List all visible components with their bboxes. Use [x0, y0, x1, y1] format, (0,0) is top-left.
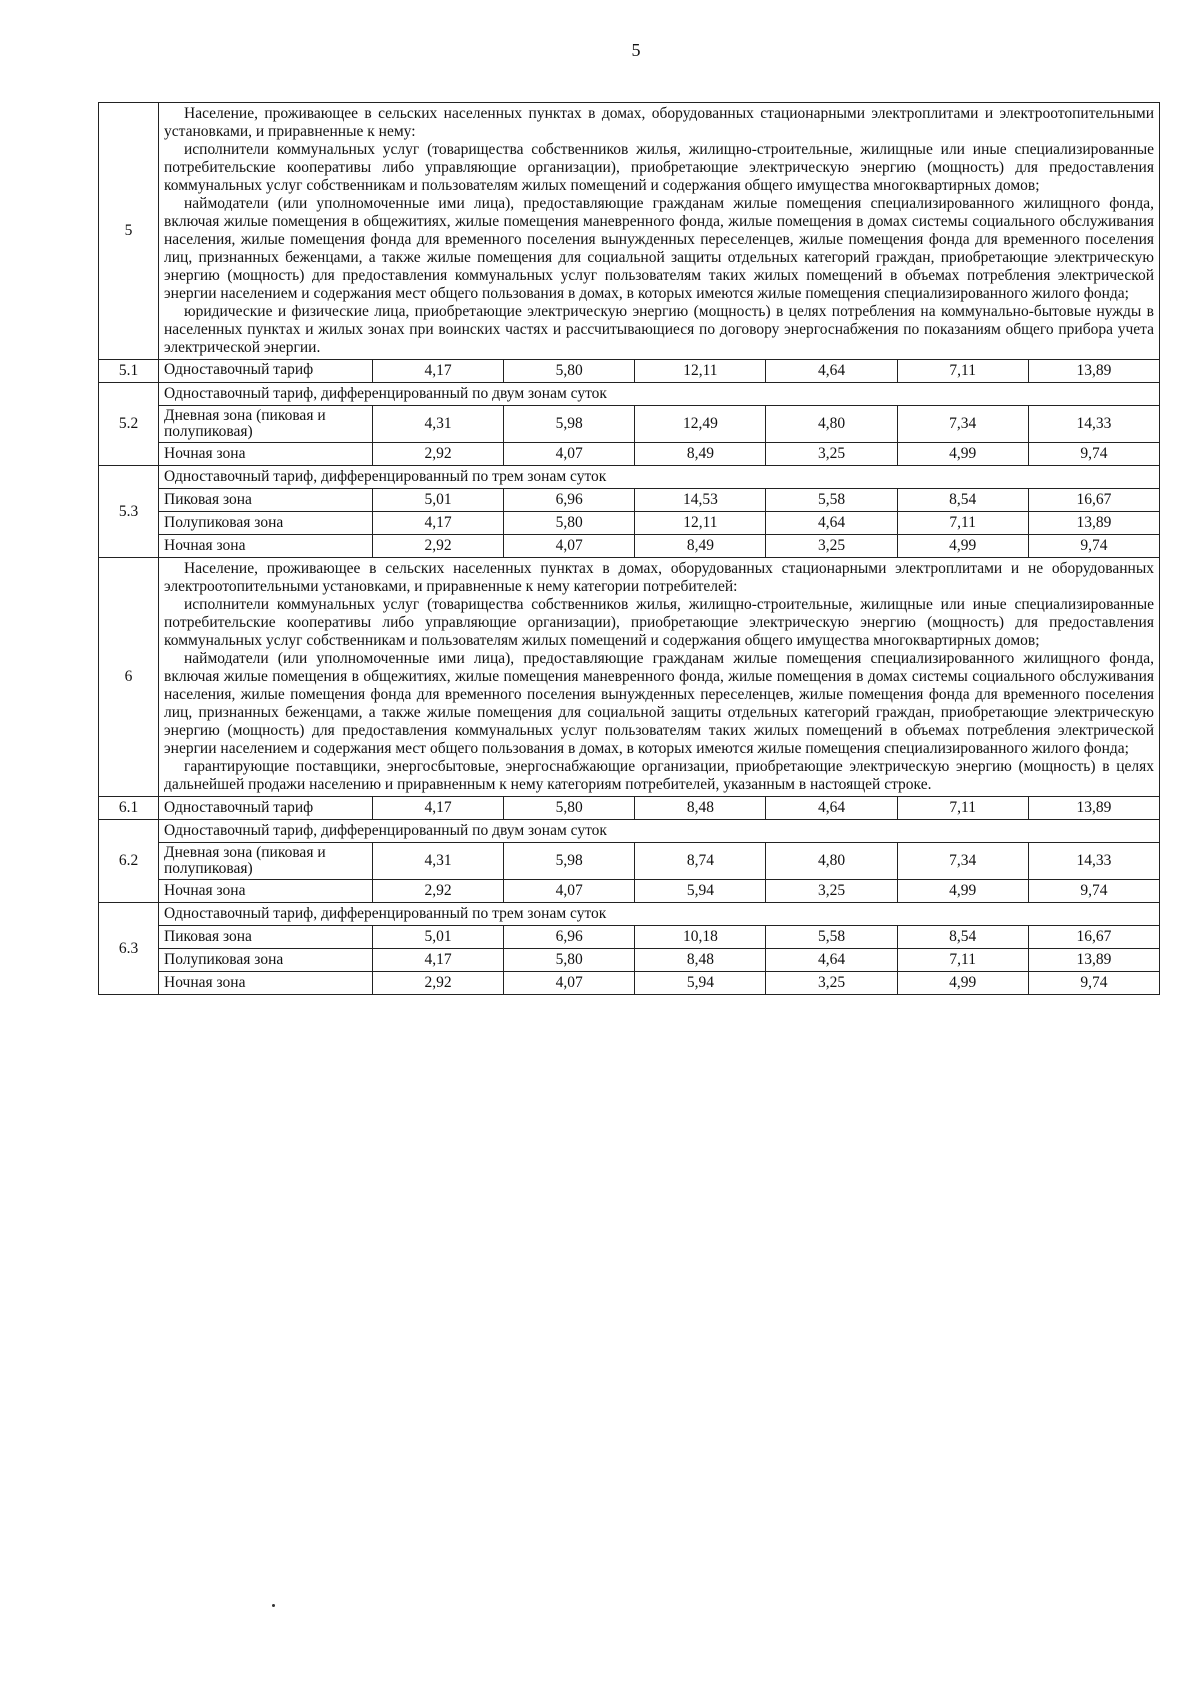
zone-heading: Одноставочный тариф, дифференцированный по двум зонам суток: [159, 382, 1160, 405]
tariff-value: 4,64: [766, 359, 897, 382]
tariff-value: 8,48: [635, 796, 766, 819]
zone-label: Дневная зона (пиковая и полупиковая): [159, 405, 373, 443]
zone-value: 5,98: [504, 405, 635, 443]
row-number: 5.1: [99, 359, 159, 382]
section-number: 6: [99, 558, 159, 797]
zone-value: 5,98: [504, 842, 635, 880]
description-paragraph: исполнители коммунальных услуг (товарищества собственников жилья, жилищно-строительные, жилищные или иные специализированные потребительские кооперативы либо управляющие организации), приобретающие электрическую энергию (мощность) для предоставления коммунальных услуг собственникам и пользователям жилых помещений и содержания общего имущества многоквартирных домов;: [164, 596, 1154, 649]
zone-value: 9,74: [1028, 972, 1159, 995]
description-paragraph: Население, проживающее в сельских населенных пунктах в домах, оборудованных стационарными электроплитами и не оборудованных электроотопительными установками, и приравненные к нему категории потребителей:: [164, 560, 1154, 596]
zone-label: Полупиковая зона: [159, 949, 373, 972]
zone-value: 4,99: [897, 443, 1028, 466]
zone-value: 5,58: [766, 926, 897, 949]
zone-value: 5,94: [635, 880, 766, 903]
zone-label: Ночная зона: [159, 443, 373, 466]
page-number: 5: [631, 40, 641, 60]
zone-value: 12,49: [635, 405, 766, 443]
zone-value: 2,92: [373, 972, 504, 995]
section-description-row: [99, 103, 1160, 360]
zone-value: 8,49: [635, 443, 766, 466]
zone-value: 3,25: [766, 880, 897, 903]
description-paragraph: Население, проживающее в сельских населенных пунктах в домах, оборудованных стационарными электроплитами и электроотопительными установками, и приравненные к нему:: [164, 105, 1154, 140]
zone-value: 4,64: [766, 949, 897, 972]
zone-value: 4,07: [504, 972, 635, 995]
zone-row: [99, 972, 1160, 995]
row-number: 6.1: [99, 796, 159, 819]
description-paragraph: исполнители коммунальных услуг (товарищества собственников жилья, жилищно-строительные, жилищные или иные специализированные потребительские кооперативы либо управляющие организации), приобретающие электрическую энергию (мощность) для предоставления коммунальных услуг собственникам и пользователям жилых помещений и содержания общего имущества многоквартирных домов;: [164, 140, 1154, 194]
zone-value: 8,74: [635, 842, 766, 880]
row-number: 6.3: [99, 903, 159, 995]
tariff-value: 4,17: [373, 796, 504, 819]
scan-speck: [272, 1604, 275, 1607]
zone-value: 10,18: [635, 926, 766, 949]
zone-value: 7,34: [897, 405, 1028, 443]
zone-value: 12,11: [635, 512, 766, 535]
tariff-value: 7,11: [897, 359, 1028, 382]
zone-value: 13,89: [1028, 512, 1159, 535]
zone-label: Ночная зона: [159, 880, 373, 903]
zone-value: 9,74: [1028, 535, 1159, 558]
three-zone-heading-row: [99, 903, 1160, 926]
tariff-value: 7,11: [897, 796, 1028, 819]
zone-value: 5,01: [373, 926, 504, 949]
zone-label: Полупиковая зона: [159, 512, 373, 535]
zone-value: 14,33: [1028, 842, 1159, 880]
two-zone-heading-row: [99, 819, 1160, 842]
zone-label: Пиковая зона: [159, 489, 373, 512]
zone-value: 5,94: [635, 972, 766, 995]
zone-value: 8,48: [635, 949, 766, 972]
zone-value: 3,25: [766, 535, 897, 558]
zone-value: 4,07: [504, 880, 635, 903]
zone-value: 4,07: [504, 535, 635, 558]
zone-row: [99, 535, 1160, 558]
zone-label: Ночная зона: [159, 972, 373, 995]
zone-value: 14,53: [635, 489, 766, 512]
zone-row: [99, 489, 1160, 512]
zone-value: 8,49: [635, 535, 766, 558]
zone-value: 6,96: [504, 926, 635, 949]
zone-heading: Одноставочный тариф, дифференцированный по трем зонам суток: [159, 466, 1160, 489]
zone-value: 5,80: [504, 512, 635, 535]
section-description: [159, 103, 1160, 360]
zone-value: 4,17: [373, 512, 504, 535]
zone-value: 16,67: [1028, 489, 1159, 512]
zone-value: 4,31: [373, 842, 504, 880]
row-number: 5.3: [99, 466, 159, 558]
zone-value: 4,31: [373, 405, 504, 443]
zone-value: 6,96: [504, 489, 635, 512]
zone-value: 4,64: [766, 512, 897, 535]
tariff-value: 5,80: [504, 359, 635, 382]
single-rate-row: [99, 359, 1160, 382]
tariff-value: 13,89: [1028, 796, 1159, 819]
single-rate-row: [99, 796, 1160, 819]
tariff-label: Одноставочный тариф: [159, 796, 373, 819]
zone-value: 14,33: [1028, 405, 1159, 443]
row-number: 5.2: [99, 382, 159, 466]
zone-row: [99, 405, 1160, 443]
zone-heading: Одноставочный тариф, дифференцированный по трем зонам суток: [159, 903, 1160, 926]
zone-label: Дневная зона (пиковая и полупиковая): [159, 842, 373, 880]
two-zone-heading-row: [99, 382, 1160, 405]
zone-value: 4,99: [897, 972, 1028, 995]
zone-value: 4,07: [504, 443, 635, 466]
zone-label: Пиковая зона: [159, 926, 373, 949]
section-number: 5: [99, 103, 159, 360]
zone-value: 7,34: [897, 842, 1028, 880]
zone-value: 5,80: [504, 949, 635, 972]
zone-row: [99, 949, 1160, 972]
section-description-row: [99, 558, 1160, 797]
row-number: 6.2: [99, 819, 159, 903]
tariff-value: 13,89: [1028, 359, 1159, 382]
zone-value: 3,25: [766, 443, 897, 466]
zone-value: 4,80: [766, 405, 897, 443]
tariff-value: 4,17: [373, 359, 504, 382]
zone-value: 8,54: [897, 489, 1028, 512]
zone-value: 4,17: [373, 949, 504, 972]
zone-value: 4,80: [766, 842, 897, 880]
zone-value: 7,11: [897, 949, 1028, 972]
description-paragraph: наймодатели (или уполномоченные ими лица), предоставляющие гражданам жилые помещения специализированного жилищного фонда, включая жилые помещения в общежитиях, жилые помещения маневренного фонда, жилые помещения в домах системы социального обслуживания населения, жилые помещения фонда для временного поселения вынужденных переселенцев, жилые помещения фонда для временного поселения лиц, признанных беженцами, а также жилые помещения для социальной защиты отдельных категорий граждан, приобретающие электрическую энергию (мощность) для предоставления коммунальных услуг пользователям таких жилых помещений в объемах потребления электрической энергии населением и содержания мест общего пользования в домах, в которых имеются жилые помещения специализированного жилого фонда;: [164, 194, 1154, 302]
zone-heading: Одноставочный тариф, дифференцированный по двум зонам суток: [159, 819, 1160, 842]
zone-row: [99, 880, 1160, 903]
zone-value: 4,99: [897, 880, 1028, 903]
zone-value: 5,58: [766, 489, 897, 512]
zone-value: 3,25: [766, 972, 897, 995]
zone-row: [99, 443, 1160, 466]
description-paragraph: наймодатели (или уполномоченные ими лица), предоставляющие гражданам жилые помещения специализированного жилищного фонда, включая жилые помещения в общежитиях, жилые помещения маневренного фонда, жилые помещения в домах системы социального обслуживания населения, жилые помещения фонда для временного поселения вынужденных переселенцев, жилые помещения фонда для временного поселения лиц, признанных беженцами, а также жилые помещения для социальной защиты отдельных категорий граждан, приобретающие электрическую энергию (мощность) для предоставления коммунальных услуг пользователям таких жилых помещений в объемах потребления электрической энергии населением и содержания мест общего пользования в домах, в которых имеются жилые помещения специализированного жилого фонда;: [164, 649, 1154, 757]
zone-value: 9,74: [1028, 443, 1159, 466]
tariff-table: [98, 102, 1160, 995]
tariff-value: 12,11: [635, 359, 766, 382]
tariff-label: Одноставочный тариф: [159, 359, 373, 382]
zone-value: 16,67: [1028, 926, 1159, 949]
zone-row: [99, 512, 1160, 535]
tariff-value: 5,80: [504, 796, 635, 819]
section-description: [159, 558, 1160, 797]
zone-value: 2,92: [373, 535, 504, 558]
zone-row: [99, 842, 1160, 880]
zone-value: 7,11: [897, 512, 1028, 535]
tariff-value: 4,64: [766, 796, 897, 819]
three-zone-heading-row: [99, 466, 1160, 489]
zone-row: [99, 926, 1160, 949]
zone-value: 9,74: [1028, 880, 1159, 903]
zone-label: Ночная зона: [159, 535, 373, 558]
zone-value: 4,99: [897, 535, 1028, 558]
zone-value: 5,01: [373, 489, 504, 512]
description-paragraph: гарантирующие поставщики, энергосбытовые, энергоснабжающие организации, приобретающие электрическую энергию (мощность) в целях дальнейшей продажи населению и приравненным к нему категориям потребителей, указанным в настоящей строке.: [164, 757, 1154, 793]
description-paragraph: юридические и физические лица, приобретающие электрическую энергию (мощность) в целях потребления на коммунально-бытовые нужды в населенных пунктах и жилых зонах при воинских частях и рассчитывающиеся по договору энергоснабжения по показаниям общего прибора учета электрической энергии.: [164, 302, 1154, 356]
zone-value: 8,54: [897, 926, 1028, 949]
zone-value: 13,89: [1028, 949, 1159, 972]
zone-value: 2,92: [373, 443, 504, 466]
zone-value: 2,92: [373, 880, 504, 903]
